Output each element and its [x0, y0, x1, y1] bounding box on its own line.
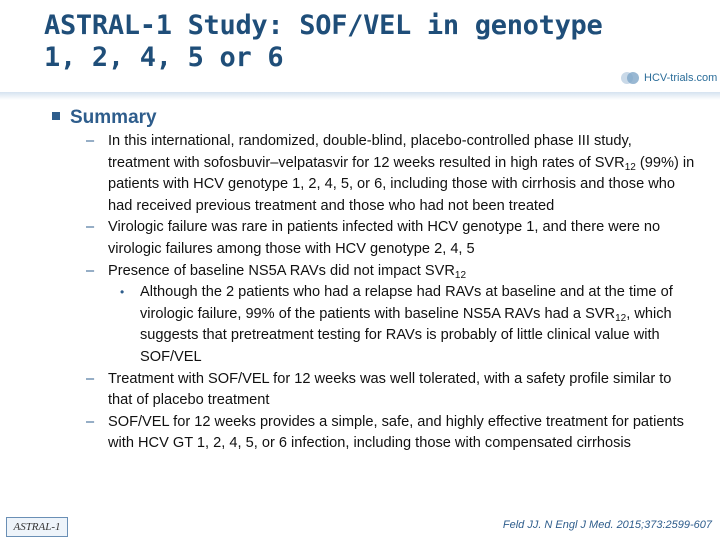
dash-bullet-icon: – [86, 133, 95, 149]
item-text-continued: (99%) in patients with HCV genotype 1, 2, 4, 5, or 6, including those with cirrhosis and those who had received previous treatment and those who had not been treated [108, 154, 695, 214]
section-heading-label: Summary [70, 107, 157, 128]
item-text: Presence of baseline NS5A RAVs did not impact SVR [108, 262, 455, 279]
list-item [86, 412, 696, 455]
header-divider [0, 92, 720, 100]
section-heading [52, 107, 157, 129]
dash-bullet-icon: – [86, 413, 95, 430]
square-bullet-icon [52, 112, 60, 120]
list-item [86, 131, 696, 217]
dash-bullet-icon: – [86, 219, 95, 236]
subitem-text-continued: , which suggests that pretreatment testing for RAVs is probably of little clinical value with SOF/VEL [140, 305, 672, 365]
subscript: 12 [615, 312, 627, 324]
title-line-1: ASTRAL-1 Study: SOF/VEL in genotype [44, 10, 603, 41]
item-text: Virologic failure was rare in patients infected with HCV genotype 1, and there were no virologic failures among those with HCV genotype 2, 4, 5 [108, 219, 661, 257]
dash-bullet-icon: – [86, 370, 95, 387]
subitem-text: Although the 2 patients who had a relapse had RAVs at baseline and at the time of virologic failure, 99% of the patients with baseline NS5A RAVs had a SVR [140, 284, 673, 322]
slide-title [44, 10, 644, 74]
list-item [86, 261, 696, 283]
logo-icon [620, 71, 642, 85]
list-item [86, 369, 696, 412]
hcv-trials-logo [620, 70, 717, 86]
subscript: 12 [624, 161, 636, 173]
sub-list-item [86, 282, 696, 368]
dot-bullet-icon: • [120, 285, 125, 300]
summary-list [86, 131, 696, 455]
subscript: 12 [454, 269, 467, 281]
item-text: SOF/VEL for 12 weeks provides a simple, safe, and highly effective treatment for patients with HCV GT 1, 2, 4, 5, or 6 infection, including those with compensated cirrhosis [108, 413, 684, 452]
list-item [86, 217, 696, 260]
dash-bullet-icon: – [86, 262, 95, 279]
logo-text: HCV-trials.com [644, 72, 718, 84]
item-text: In this international, randomized, double-blind, placebo-controlled phase III study, treatment with sofosbuvir–velpatasvir for 12 weeks resulted in high rates of SVR [108, 133, 632, 171]
study-tag: ASTRAL-1 [6, 517, 68, 537]
title-line-2: 1, 2, 4, 5 or 6 [44, 42, 284, 73]
item-text: Treatment with SOF/VEL for 12 weeks was well tolerated, with a safety profile similar to that of placebo treatment [108, 370, 672, 409]
reference-citation: Feld JJ. N Engl J Med. 2015;373:2599-607 [502, 519, 712, 531]
